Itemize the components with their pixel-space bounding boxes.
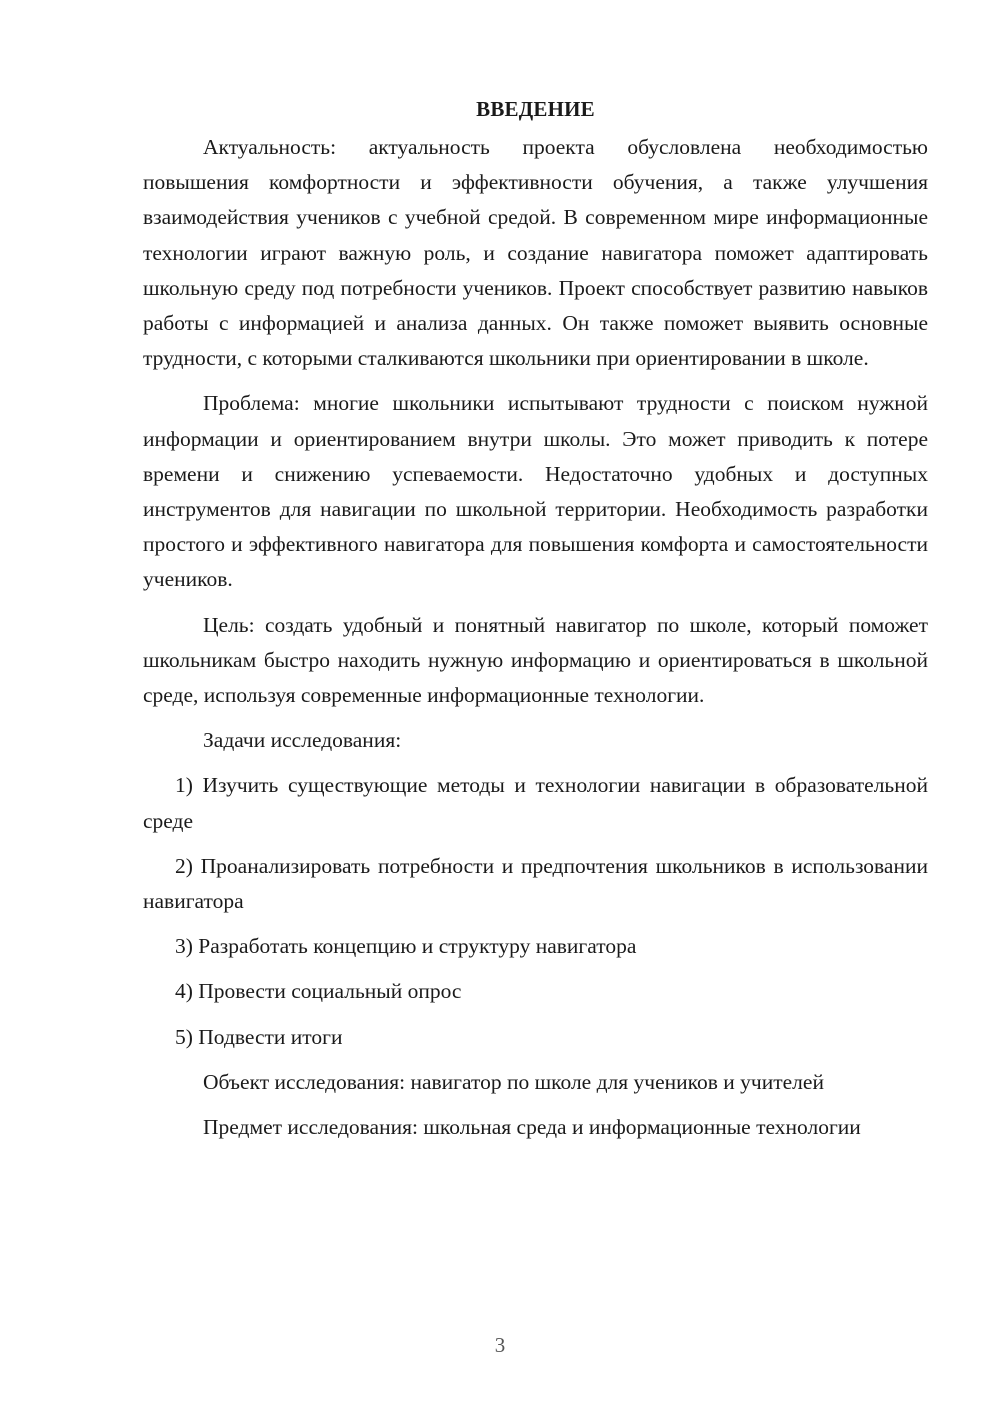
task-item: 5) Подвести итоги: [175, 1024, 343, 1049]
task-item: 2) Проанализировать потребности и предпочтения школьников в использовании навигатора: [143, 853, 928, 914]
tasks-heading: Задачи исследования:: [203, 728, 402, 753]
subject-paragraph: Предмет исследования: школьная среда и информационные технологии: [203, 1115, 861, 1140]
problem-paragraph: Проблема: многие школьники испытывают трудности с поиском нужной информации и ориентированием внутри школы. Это может приводить к потере времени и снижению успеваемости. Недостаточно удобных и доступных инструментов для навигации по школьной территории. Необходимость разработки простого и эффективного навигатора для повышения комфорта и самостоятельности учеников.: [143, 391, 928, 592]
relevance-paragraph: Актуальность: актуальность проекта обусловлена необходимостью повышения комфортности и эффективности обучения, а также улучшения взаимодействия учеников с учебной средой. В современном мире информационные технологии играют важную роль, и создание навигатора поможет адаптировать школьную среду под потребности учеников. Проект способствует развитию навыков работы с информацией и анализа данных. Он также поможет выявить основные трудности, с которыми сталкиваются школьники при ориентировании в школе.: [143, 135, 928, 371]
task-item: 1) Изучить существующие методы и технологии навигации в образовательной среде: [143, 773, 928, 833]
page-number: 3: [494, 1333, 506, 1357]
goal-paragraph: Цель: создать удобный и понятный навигатор по школе, который поможет школьникам быстро находить нужную информацию и ориентироваться в школьной среде, используя современные информационные технологии.: [143, 612, 928, 708]
object-paragraph: Объект исследования: навигатор по школе для учеников и учителей: [203, 1069, 824, 1094]
document-page: [143, 92, 928, 1155]
section-heading: ВВЕДЕНИЕ: [476, 97, 595, 121]
task-item: 3) Разработать концепцию и структуру навигатора: [175, 934, 637, 959]
task-item: 4) Провести социальный опрос: [175, 979, 462, 1004]
